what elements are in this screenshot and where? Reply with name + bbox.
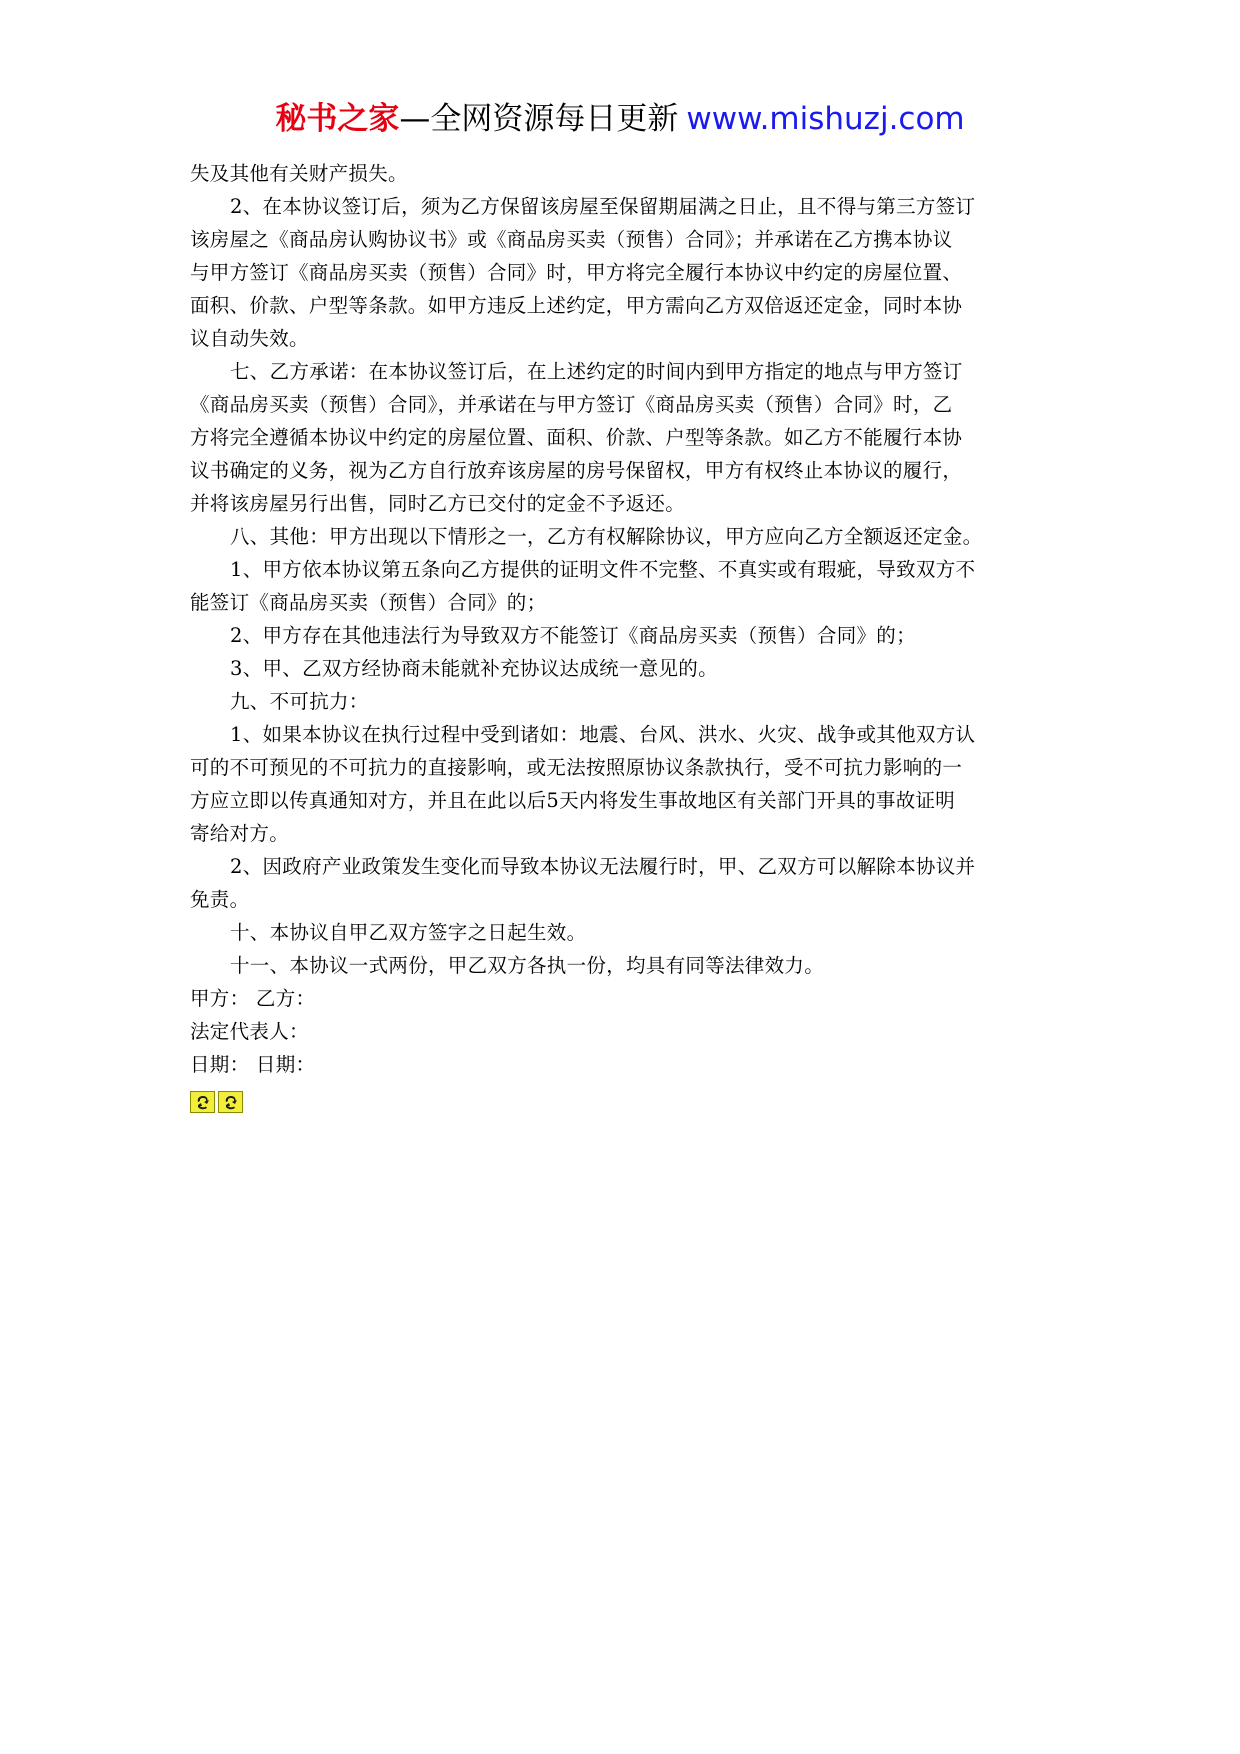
paragraph-line: 方将完全遵循本协议中约定的房屋位置、面积、价款、户型等条款。如乙方不能履行本协 bbox=[190, 426, 963, 449]
site-header bbox=[0, 98, 1240, 140]
paragraph-line: 免责。 bbox=[190, 888, 250, 911]
paragraph-line: 十、本协议自甲乙双方签字之日起生效。 bbox=[230, 921, 587, 944]
paragraph-line: 能签订《商品房买卖（预售）合同》的； bbox=[190, 591, 547, 614]
paragraph-line: 寄给对方。 bbox=[190, 822, 290, 845]
paragraph-line: 与甲方签订《商品房买卖（预售）合同》时，甲方将完全履行本协议中约定的房屋位置、 bbox=[190, 261, 963, 284]
paragraph-line: 议自动失效。 bbox=[190, 327, 309, 350]
brand-name: 秘书之家 bbox=[275, 101, 400, 137]
paragraph-line: 可的不可预见的不可抗力的直接影响，或无法按照原协议条款执行，受不可抗力影响的一 bbox=[190, 756, 963, 779]
paragraph-line: 1、如果本协议在执行过程中受到诸如：地震、台风、洪水、火灾、战争或其他双方认 bbox=[230, 723, 976, 746]
paragraph-line: 八、其他：甲方出现以下情形之一，乙方有权解除协议，甲方应向乙方全额返还定金。 bbox=[230, 525, 983, 548]
signature-representative-line: 法定代表人： bbox=[190, 1020, 309, 1043]
paragraph-line: 议书确定的义务，视为乙方自行放弃该房屋的房号保留权，甲方有权终止本协议的履行， bbox=[190, 459, 963, 482]
broken-image-icon bbox=[218, 1091, 243, 1113]
embedded-icons bbox=[190, 1091, 1060, 1113]
paragraph-line: 失及其他有关财产损失。 bbox=[190, 162, 408, 185]
header-tagline: —全网资源每日更新 bbox=[399, 101, 679, 137]
site-url-link[interactable]: www.mishuzj.com bbox=[686, 101, 965, 137]
paragraph-line: 七、乙方承诺：在本协议签订后，在上述约定的时间内到甲方指定的地点与甲方签订 bbox=[230, 360, 963, 383]
paragraph-line: 面积、价款、户型等条款。如甲方违反上述约定，甲方需向乙方双倍返还定金，同时本协 bbox=[190, 294, 963, 317]
paragraph-line: 九、不可抗力： bbox=[230, 690, 369, 713]
paragraph-line: 十一、本协议一式两份，甲乙双方各执一份，均具有同等法律效力。 bbox=[230, 954, 825, 977]
paragraph-line: 2、甲方存在其他违法行为导致双方不能签订《商品房买卖（预售）合同》的； bbox=[230, 624, 916, 647]
paragraph-line: 该房屋之《商品房认购协议书》或《商品房买卖（预售）合同》；并承诺在乙方携本协议 bbox=[190, 228, 953, 251]
signature-date-line: 日期： 日期： bbox=[190, 1053, 316, 1076]
paragraph-line: 3、甲、乙双方经协商未能就补充协议达成统一意见的。 bbox=[230, 657, 718, 680]
paragraph-line: 《商品房买卖（预售）合同》，并承诺在与甲方签订《商品房买卖（预售）合同》时，乙 bbox=[190, 393, 953, 416]
paragraph-line: 并将该房屋另行出售，同时乙方已交付的定金不予返还。 bbox=[190, 492, 686, 515]
document-body bbox=[190, 157, 1060, 1113]
broken-image-icon bbox=[190, 1091, 215, 1113]
signature-party-line: 甲方： 乙方： bbox=[190, 987, 316, 1010]
paragraph-line: 方应立即以传真通知对方，并且在此以后5天内将发生事故地区有关部门开具的事故证明 bbox=[190, 789, 956, 812]
paragraph-line: 2、在本协议签订后，须为乙方保留该房屋至保留期届满之日止，且不得与第三方签订 bbox=[230, 195, 976, 218]
paragraph-line: 1、甲方依本协议第五条向乙方提供的证明文件不完整、不真实或有瑕疵，导致双方不 bbox=[230, 558, 976, 581]
paragraph-line: 2、因政府产业政策发生变化而导致本协议无法履行时，甲、乙双方可以解除本协议并 bbox=[230, 855, 976, 878]
